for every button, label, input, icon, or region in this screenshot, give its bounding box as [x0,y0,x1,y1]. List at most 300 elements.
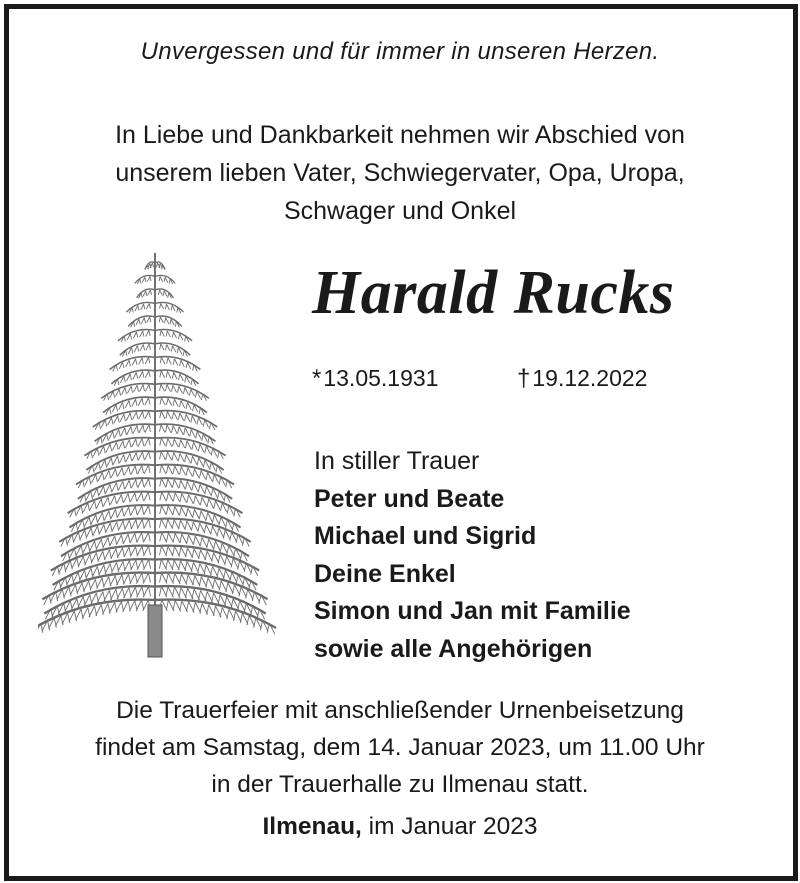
tree-needles [131,506,138,515]
tree-needles [122,350,127,356]
tree-needles [96,539,103,549]
tree-needles [98,551,105,561]
death-date-group [517,365,647,393]
tree-needles [166,438,172,446]
tree-needles [121,428,127,436]
mourners-block [314,443,774,668]
tree-needles [192,483,198,492]
tree-needles [186,508,193,517]
tree-needles [145,411,150,419]
tree-needles [133,332,137,338]
motto: Unvergessen und für immer in unseren Herzen. [140,38,660,65]
tree-needles [126,413,131,421]
tree-needles [120,414,125,422]
tree-needles [185,441,191,449]
tree-needles [178,413,183,421]
tree-needles [117,548,124,558]
tree-needles [135,305,139,311]
tree-needles [147,276,151,281]
tree-needles [139,425,145,433]
tree-needles [204,525,211,535]
tree-needles [90,579,97,590]
tree-needles [139,385,144,392]
tree-needles [179,374,184,381]
tree-needles [131,321,135,327]
mourner-entry: sowie alle Angehörigen [314,634,593,663]
tree-needles [160,438,166,446]
tree-needles [69,611,77,622]
tree-needles [139,371,144,378]
tree-needles [123,574,130,585]
tree-needles [98,513,105,522]
tree-needles [185,481,191,490]
tree-needles [147,317,151,323]
tree-needles [113,365,118,372]
tree-trunk [148,605,162,657]
tree-needles [86,528,93,538]
tree-needles [145,384,150,391]
tree-needles [111,509,118,518]
tree-needles [159,276,163,281]
tree-needles [160,452,166,460]
tree-needles [109,602,117,613]
tree-needles [191,416,196,424]
tree-needles [179,507,186,516]
tree-needles [146,344,151,350]
tree-needles [78,556,85,566]
tree-needles [97,578,104,589]
intro-line: In Liebe und Dankbarkeit nehmen wir Abschied von [115,121,685,149]
tree-needles [138,438,144,446]
tree-needles [186,468,192,477]
tree-needles [159,425,165,433]
tree-needles [207,539,214,549]
tree-needles [193,602,201,613]
tree-needles [194,496,200,505]
tree-needles [218,554,225,564]
tree-needles [139,358,144,365]
tree-needles [110,576,117,587]
tree-needles [167,398,172,405]
tree-needles [173,479,179,488]
tree-needles [166,425,172,433]
tree-needles [191,522,198,532]
tree-needles [160,533,167,543]
tree-needles [144,479,150,488]
tree-needles [125,401,130,408]
tree-needles [146,303,150,309]
tree-needles [219,581,226,592]
tree-needles [197,458,203,466]
tree-needles [186,602,194,613]
tree-needles [167,492,173,501]
tree-needles [98,472,104,481]
mourner-entry: Peter und Beate [314,484,505,513]
tree-needles [180,401,185,408]
tree-needles [136,573,143,584]
tree-needles [92,566,99,576]
tree-needles [124,507,131,516]
tree-needles [130,493,136,502]
tree-needles [132,359,137,366]
tree-needles [130,533,137,543]
tree-needles [145,438,151,446]
tree-needles [125,480,131,489]
tree-needles [85,554,92,564]
tree-needles [160,506,167,515]
tree-needles [118,521,125,531]
tree-needles [192,442,198,450]
tree-needles [90,541,97,551]
service-info [0,692,800,803]
tree-needles [166,385,171,392]
tree-needles [145,425,151,433]
tree-needles [159,317,163,323]
tree-needles [166,465,172,474]
tree-needles [179,480,185,489]
tree-needles [104,550,111,560]
tree-needles [93,526,100,536]
tree-needles [103,538,110,548]
intro-line: Schwager und Onkel [283,197,517,225]
tree-needles [104,511,111,520]
tree-needles [186,548,193,558]
tree-branch [155,478,232,499]
tree-needles [212,553,219,563]
tree-needles [177,386,182,393]
service-line: findet am Samstag, dem 14. Januar 2023, um 11.00 Uhr [95,734,705,761]
tree-needles [206,472,212,481]
tree-needles [84,581,91,592]
tree-needles [137,506,144,515]
tree-needles [106,444,112,452]
tree-needles [180,467,186,476]
tree-needles [166,452,172,460]
tree-needles [103,577,110,588]
tree-needles [117,575,124,586]
tree-needles [183,388,188,395]
tree-needles [173,466,179,475]
tree-needles [107,458,113,466]
tree-branch [101,384,155,399]
tree-needles [160,411,165,419]
mourners-lead: In stiller Trauer [314,447,480,475]
tree-needles [137,533,144,543]
tree-needles [175,321,179,327]
tree-needles [144,465,150,474]
tree-needles [193,509,200,518]
tree-needles [111,469,117,478]
tree-needles [217,568,224,578]
tree-needles [124,494,130,503]
tree-needles [226,583,233,594]
tree-needles [185,414,190,422]
tree-needles [191,456,197,464]
tree-needles [117,535,124,545]
tree-needles [77,583,84,594]
tree-needles [179,440,185,448]
tree-needles [160,465,166,474]
birth-symbol: * [312,365,322,392]
tree-needles [206,513,213,522]
tree-needles [105,471,111,480]
tree-needles [99,525,106,535]
tree-needles [133,385,138,392]
tree-needles [160,330,164,336]
tree-needles [166,479,172,488]
tree-needles [140,331,144,337]
tree-needles [164,277,168,282]
tree-needles [199,471,205,480]
tree-needles [227,609,235,620]
tree-needles [160,479,166,488]
tree-needles [127,374,132,381]
tree-needles [218,595,226,606]
tree-needles [185,561,192,571]
tree-needles [144,492,150,501]
tree-needles [125,520,132,530]
tree-needles [132,453,138,461]
tree-needles [137,560,144,570]
tree-needles [111,549,118,559]
tree-needles [119,402,124,409]
tree-needles [225,556,232,566]
tree-branches [38,253,276,634]
tree-needles [166,371,171,378]
death-symbol: † [517,365,531,392]
tree-needles [179,561,186,571]
tree-needles [84,595,92,606]
tree-needles [171,305,175,311]
tree-needles [179,547,186,557]
tree-needles [200,538,207,548]
tree-needles [133,372,138,379]
tree-needles [199,511,206,520]
tree-needles [173,574,180,585]
tree-needles [217,528,224,538]
tree-needles [133,426,139,434]
tree-needles [160,371,165,378]
tree-needles [131,479,137,488]
tree-needles [172,412,177,420]
tree-needles [178,427,184,435]
tree-needles [172,453,178,461]
tree-needles [187,535,194,545]
tree-needles [121,336,125,342]
tree-needles [125,440,131,448]
tree-needles [133,412,138,420]
tree-needles [146,330,150,336]
tree-needles [165,304,169,310]
tree-needles [113,456,119,464]
tree-needles [165,344,170,350]
tree-needles [144,506,151,515]
tree-needles [120,455,126,463]
tree-needles [106,484,112,493]
tree-needles [137,546,144,556]
tree-needles [199,550,206,560]
tree-needles [86,568,93,578]
tree-needles [184,428,190,436]
tree-needles [192,549,199,559]
tree-needles [171,346,176,352]
tree-needles [173,493,179,502]
tree-needles [233,611,241,622]
tree-needles [166,519,173,529]
tree-needles [172,385,177,392]
tree-needles [179,520,186,530]
tree-needles [160,303,164,309]
tree-needles [122,388,127,395]
tree-needles [110,496,116,505]
tree-needles [142,277,146,282]
tree-needles [172,426,178,434]
tree-needles [160,398,165,405]
tree-needles [124,467,130,476]
tree-needles [143,573,150,584]
tree-needles [115,430,121,438]
tree-needles [131,520,138,530]
intro-text [0,116,800,230]
closing-date: im Januar 2023 [361,813,538,840]
mourner-entry: Simon und Jan mit Familie [314,597,631,625]
tree-needles [138,465,144,474]
tree-needles [186,402,191,409]
tree-needles [123,534,130,544]
tree-needles [131,560,138,570]
tree-needles [118,481,124,490]
tree-needles [183,350,188,356]
tree-needles [130,574,137,585]
tree-needles [173,399,178,406]
tree-needles [172,520,179,530]
tree-needles [130,547,137,557]
tree-needles [116,602,124,613]
tree-needles [103,497,109,506]
tree-needles [187,494,193,503]
closing-line [0,813,800,841]
tree-needles [118,561,125,571]
tree-needles [185,455,191,463]
tree-needles [166,506,173,515]
tree-needles [117,494,123,503]
tree-needles [190,430,196,438]
tree-needles [178,453,184,461]
birth-date: 13.05.1931 [323,365,439,391]
tree-needles [180,534,187,544]
tree-needles [138,398,143,405]
tree-needles [112,442,118,450]
life-dates [312,365,712,395]
tree-needles [166,533,173,543]
tree-needles [160,546,167,556]
tree-needles [173,547,180,557]
tree-needles [134,346,139,352]
tree-needles [137,492,143,501]
tree-needles [160,492,166,501]
tree-needles [198,523,205,533]
tree-needles [111,562,118,572]
birth-date-group [312,365,438,393]
tree-needles [138,452,144,460]
tree-needles [205,551,212,561]
tree-needles [118,468,124,477]
tree-needles [97,499,103,508]
mourner-entry: Michael und Sigrid [314,522,537,550]
tree-needles [160,344,165,350]
tree-needles [173,439,179,447]
tree-needles [76,609,84,620]
tree-needles [132,399,137,406]
tree-needles [138,479,144,488]
tree-needles [213,579,220,590]
tree-needles [193,469,199,478]
tree-needles [166,412,171,420]
tree-needles [143,533,150,543]
tree-needles [140,344,145,350]
tree-needles [124,561,131,571]
tree-needles [191,562,198,572]
tree-needles [112,483,118,492]
tree-needles [172,332,176,338]
tree-needles [145,357,150,364]
tree-needles [132,439,138,447]
tree-needles [185,336,189,342]
tree-needles [124,547,131,557]
tree-branch [78,478,155,499]
tree-needles [131,466,137,475]
tree-needles [112,522,119,532]
tree-needles [199,577,206,588]
tree-needles [180,360,185,367]
tree-needles [160,573,167,584]
fir-tree-icon [38,245,278,660]
tree-needles [173,533,180,543]
tree-needles [141,318,145,324]
tree-needles [185,521,192,531]
tree-needles [207,499,213,508]
death-date: 19.12.2022 [532,365,648,391]
tree-needles [91,553,98,563]
tree-needles [126,453,132,461]
tree-needles [119,441,125,449]
tree-needles [166,546,173,556]
tree-needles [141,304,145,310]
intro-line: unserem lieben Vater, Schwiegervater, Opa, Uropa, [115,159,685,187]
service-line: in der Trauerhalle zu Ilmenau statt. [211,771,589,798]
tree-needles [144,519,151,529]
tree-needles [117,508,124,517]
tree-needles [213,541,220,551]
tree-needles [106,523,113,533]
tree-needles [160,357,165,364]
tree-needles [145,452,151,460]
tree-needles [193,365,198,372]
service-line: Die Trauerfeier mit anschließender Urnenbeisetzung [116,697,684,724]
tree-needles [128,386,133,393]
tree-needles [167,358,172,365]
tree-needles [139,412,144,420]
tree-needles [172,372,177,379]
mourner-entry: Deine Enkel [314,559,456,588]
tree-needles [143,291,147,296]
tree-needles [165,318,169,324]
tree-needles [211,566,218,576]
tree-needles [160,384,165,391]
tree-needles [193,536,200,546]
tree-needles [193,576,200,587]
tree-needles [173,506,180,515]
